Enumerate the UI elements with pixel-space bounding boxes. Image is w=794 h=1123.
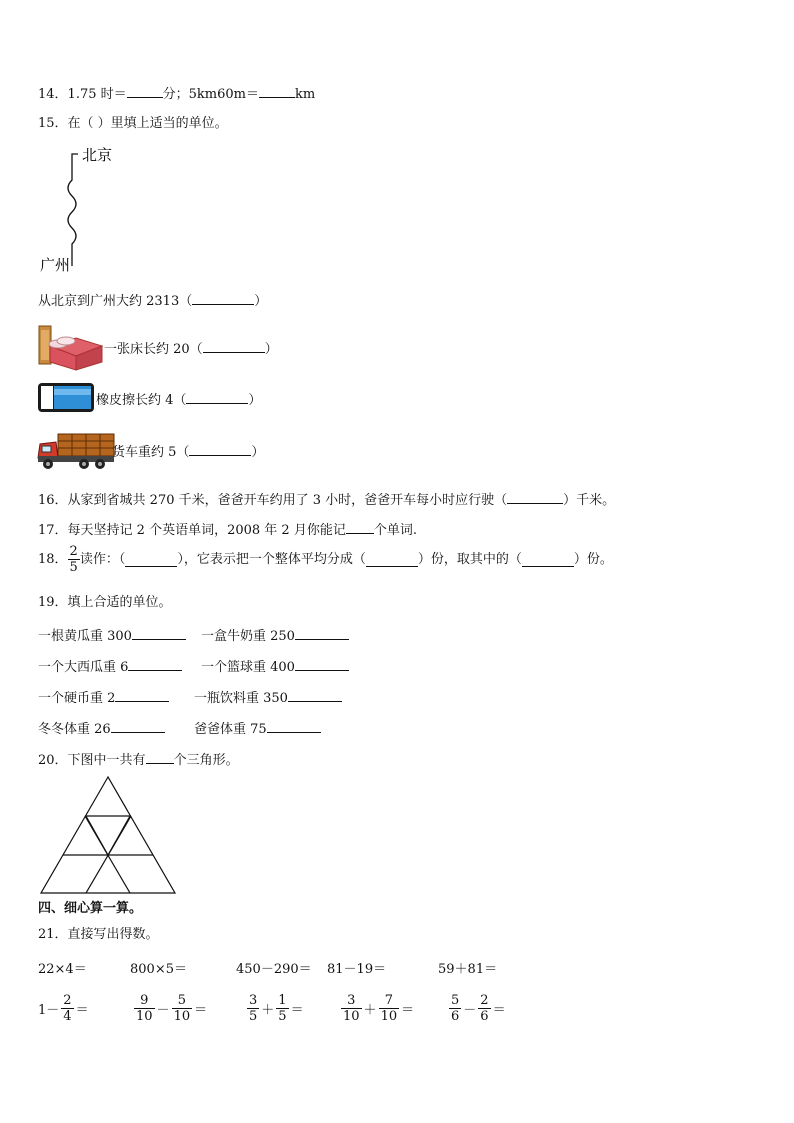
fraction-numerator: 2 <box>480 993 489 1008</box>
fraction-numerator: 5 <box>451 993 460 1008</box>
fraction-denominator: 5 <box>249 1009 258 1024</box>
question-number: 14． <box>38 87 68 102</box>
fraction-numerator: 3 <box>341 993 362 1009</box>
equals-sign: ＝ <box>401 1003 415 1018</box>
calc-item: 800×5＝ <box>130 962 187 977</box>
section-heading: 四、细心算一算。 <box>38 901 143 916</box>
q19-item: 冬冬体重 26 <box>38 722 111 737</box>
q19-row <box>194 718 321 739</box>
question-19 <box>38 594 172 612</box>
fraction-denominator: 6 <box>451 1009 460 1024</box>
fraction <box>61 993 73 1024</box>
bed-icon <box>36 322 104 372</box>
q19-row <box>194 687 342 708</box>
q19-row <box>201 625 349 646</box>
fraction-denominator: 5 <box>278 1009 287 1024</box>
q19-row <box>38 656 182 677</box>
fraction-calc <box>449 993 506 1024</box>
q19-prompt: 填上合适的单位。 <box>67 595 172 610</box>
fraction-two-fifths <box>68 544 80 575</box>
fraction-denominator: 10 <box>173 1009 191 1024</box>
answer-blank[interactable] <box>115 687 169 702</box>
q19-row <box>201 656 349 677</box>
equals-sign: ＝ <box>194 1003 208 1018</box>
answer-blank[interactable] <box>507 489 563 504</box>
q20-end: 个三角形。 <box>173 753 239 768</box>
answer-blank[interactable] <box>186 389 248 404</box>
truck-icon <box>36 428 116 472</box>
operator: － <box>463 1003 477 1018</box>
q18-text-2: ），它表示把一个整体平均分成（ <box>177 551 366 567</box>
question-number: 19． <box>38 595 68 610</box>
q19-item: 一个硬币重 2 <box>38 691 116 706</box>
answer-blank[interactable] <box>267 718 321 733</box>
operator: ＋ <box>363 1003 377 1018</box>
q15-eraser-item <box>96 389 261 410</box>
truck-text: 货车重约 5（ <box>112 445 190 460</box>
fraction <box>134 993 155 1024</box>
q18-text-1: 读作：（ <box>79 551 126 567</box>
fraction <box>247 993 259 1024</box>
answer-blank[interactable] <box>288 687 342 702</box>
answer-blank[interactable] <box>522 552 574 567</box>
q14-text-1: 1.75 时＝ <box>67 87 127 102</box>
fraction-calc <box>341 993 414 1024</box>
question-number: 21． <box>38 927 68 942</box>
answer-blank[interactable] <box>346 519 374 534</box>
answer-blank[interactable] <box>125 552 177 567</box>
fraction-numerator: 9 <box>134 993 155 1009</box>
fraction-numerator: 7 <box>379 993 400 1009</box>
fraction <box>449 993 461 1024</box>
q19-row <box>38 625 186 646</box>
answer-blank[interactable] <box>127 83 163 98</box>
eraser-icon <box>36 380 98 416</box>
close-paren: ） <box>254 294 268 309</box>
fraction-numerator: 1 <box>278 993 287 1008</box>
calc-item: 59＋81＝ <box>438 962 498 977</box>
fraction <box>379 993 400 1024</box>
question-15 <box>38 115 228 133</box>
question-number: 15． <box>38 116 68 131</box>
question-number: 17． <box>38 523 68 538</box>
question-number: 18． <box>38 551 68 567</box>
q16-text: 从家到省城共 270 千米，爸爸开车约用了 3 小时，爸爸开车每小时应行驶（ <box>67 493 508 508</box>
question-17 <box>38 519 417 540</box>
fraction-denominator: 10 <box>343 1009 360 1024</box>
fraction-denominator: 10 <box>380 1009 398 1024</box>
q16-end: ）千米。 <box>563 493 616 508</box>
answer-blank[interactable] <box>128 656 182 671</box>
calc-item: 450－290＝ <box>236 962 312 977</box>
q17-end: 个单词. <box>373 523 417 538</box>
equals-sign: ＝ <box>290 1003 304 1018</box>
q19-row <box>38 718 165 739</box>
answer-blank[interactable] <box>203 338 265 353</box>
answer-blank[interactable] <box>295 656 349 671</box>
fraction <box>276 993 288 1024</box>
question-20 <box>38 749 239 770</box>
calc-item: 81－19＝ <box>327 962 387 977</box>
question-number: 16． <box>38 493 68 508</box>
question-number: 20． <box>38 753 68 768</box>
q19-item: 一个大西瓜重 6 <box>38 660 129 675</box>
fraction-calc <box>247 993 304 1024</box>
close-paren: ） <box>264 342 278 357</box>
question-16 <box>38 489 615 510</box>
fraction-numerator: 3 <box>249 993 258 1008</box>
beijing-guangzhou-route-map <box>34 140 124 275</box>
q14-text-2: 分；5km60m＝ <box>162 87 259 102</box>
answer-blank[interactable] <box>111 718 165 733</box>
fraction <box>172 993 193 1024</box>
question-21 <box>38 926 159 944</box>
answer-blank[interactable] <box>192 290 254 305</box>
operator: ＋ <box>261 1003 275 1018</box>
question-18 <box>38 544 613 575</box>
q18-text-3: ）份，取其中的（ <box>417 551 522 567</box>
prefix: 1－ <box>38 1003 60 1018</box>
fraction <box>341 993 362 1024</box>
fraction-denominator: 10 <box>136 1009 153 1024</box>
close-paren: ） <box>248 393 262 408</box>
bed-text: 一张床长约 20（ <box>104 342 203 357</box>
fraction-denominator: 6 <box>480 1009 489 1024</box>
q17-text: 每天坚持记 2 个英语单词，2008 年 2 月你能记 <box>67 523 346 538</box>
q20-text: 下图中一共有 <box>67 753 146 768</box>
equals-sign: ＝ <box>492 1003 506 1018</box>
q19-item: 一根黄瓜重 300 <box>38 629 132 644</box>
fraction-numerator: 2 <box>69 544 78 559</box>
fraction <box>478 993 490 1024</box>
q19-item: 爸爸体重 75 <box>194 722 267 737</box>
fraction-numerator: 2 <box>63 993 72 1008</box>
calc-item: 22×4＝ <box>38 962 87 977</box>
triangle-figure <box>38 774 180 896</box>
eraser-text: 橡皮擦长约 4（ <box>96 393 187 408</box>
q14-text-3: km <box>294 87 316 102</box>
answer-blank[interactable] <box>189 441 251 456</box>
fraction-calc <box>38 993 89 1024</box>
q18-text-4: ）份。 <box>573 551 613 567</box>
q19-item: 一瓶饮料重 350 <box>194 691 288 706</box>
question-14 <box>38 83 315 104</box>
answer-blank[interactable] <box>366 552 418 567</box>
answer-blank[interactable] <box>132 625 186 640</box>
map-label-beijing: 北京 <box>82 146 113 164</box>
map-label-guangzhou: 广州 <box>40 256 71 274</box>
answer-blank[interactable] <box>146 749 174 764</box>
close-paren: ） <box>251 445 265 460</box>
fraction-calc <box>134 993 207 1024</box>
operator: － <box>156 1003 170 1018</box>
fraction-denominator: 4 <box>63 1009 72 1024</box>
route-text: 从北京到广州大约 2313（ <box>38 294 193 309</box>
fraction-denominator: 5 <box>69 560 78 575</box>
fraction-numerator: 5 <box>172 993 193 1009</box>
q15-route-item <box>38 290 267 311</box>
q15-prompt: 在（ ）里填上适当的单位。 <box>67 116 228 131</box>
q19-item: 一个篮球重 400 <box>201 660 295 675</box>
q19-item: 一盒牛奶重 250 <box>201 629 295 644</box>
q15-bed-item <box>104 338 278 359</box>
answer-blank[interactable] <box>295 625 349 640</box>
equals-sign: ＝ <box>75 1003 89 1018</box>
q19-row <box>38 687 169 708</box>
q15-truck-item <box>112 441 264 462</box>
q21-prompt: 直接写出得数。 <box>67 927 159 942</box>
answer-blank[interactable] <box>259 83 295 98</box>
